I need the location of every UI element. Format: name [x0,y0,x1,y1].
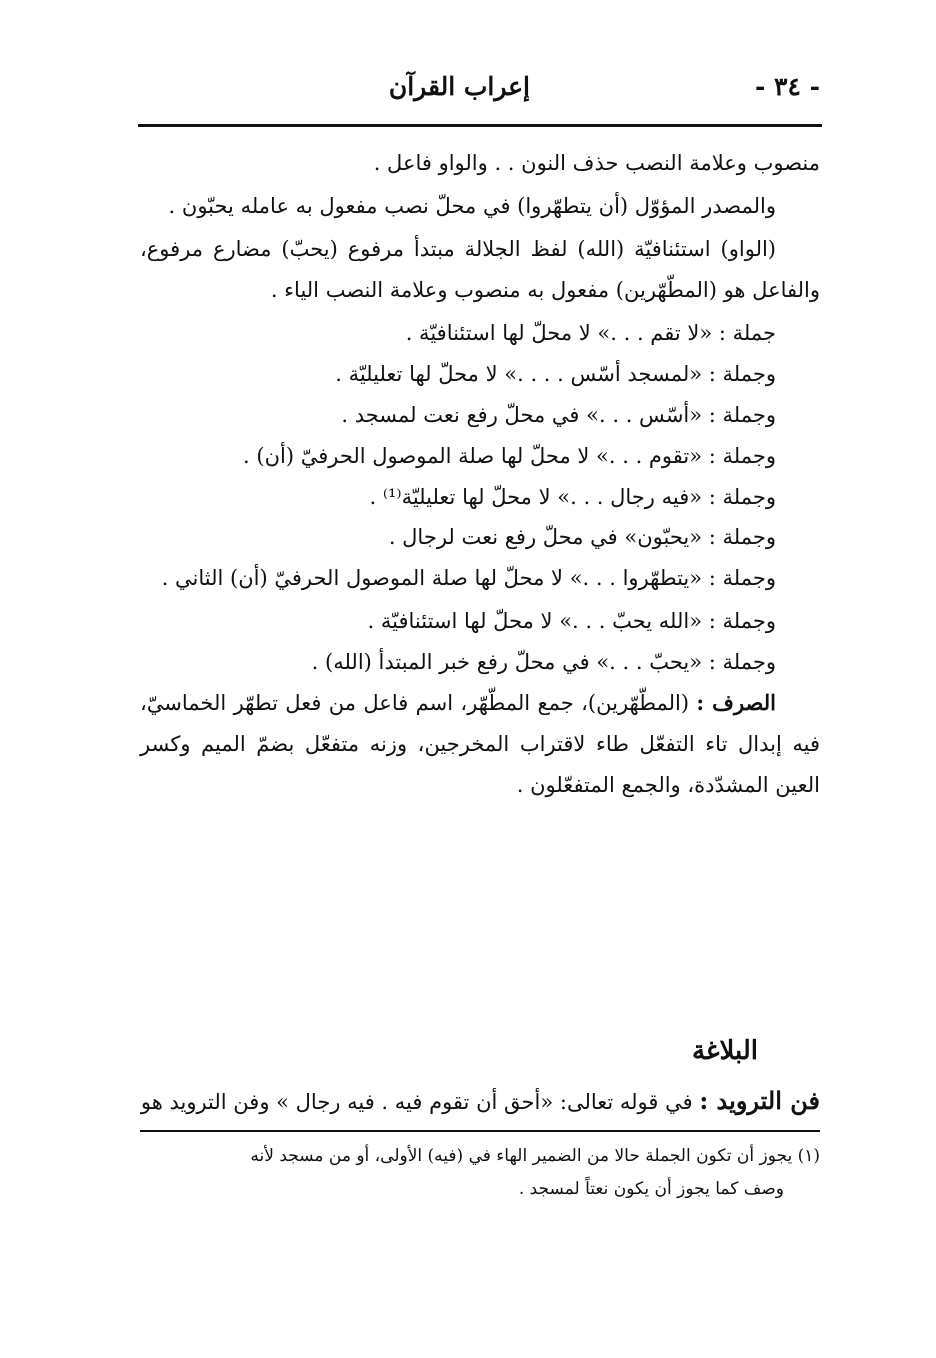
footnote-line: وصف كما يجوز أن يكون نعتاً لمسجد . [518,1179,784,1200]
sentence-analysis-line: وجملة : «أسّس . . .» في محلّ رفع نعت لمسجد . [341,402,776,427]
sentence-analysis-line: وجملة : «تقوم . . .» لا محلّ لها صلة الموصول الحرفيّ (أن) . [243,443,776,468]
main-text [140,143,820,808]
sentence-analysis-line: وجملة : «يحبّ . . .» في محلّ رفع خبر المبتدأ (الله) . [311,650,776,675]
rhetoric-paragraph [140,1078,820,1124]
sentence-analysis-line: وجملة : «فيه رجال . . .» لا محلّ لها تعليليّة⁽¹⁾ . [369,484,776,509]
sentence-analysis-line: وجملة : «لمسجد أسّس . . . .» لا محلّ لها تعليليّة . [335,361,776,386]
book-title: إعراب القرآن [388,72,530,101]
morphology-text: (المطّهّرين)، جمع المطّهّر، اسم فاعل من فعل تطهّر الخماسيّ، فيه إبدال تاء التفعّل طاء لاقتراب المخرجين، وزنه متفعّل بضمّ الميم وكسر العين المشدّدة، والجمع المتفعّلون . [140,691,820,798]
rhetoric-heading: البلاغة [691,1036,758,1066]
rhetoric-term: فن الترويد : [699,1086,820,1115]
sentence-analysis-line: وجملة : «يحبّون» في محلّ رفع نعت لرجال . [388,525,776,550]
text-paragraph: والمصدر المؤوّل (أن يتطهّروا) في محلّ نصب مفعول به عامله يحبّون . [168,193,776,218]
header-rule [138,124,822,127]
sentence-analysis-line: وجملة : «يتطهّروا . . .» لا محلّ لها صلة الموصول الحرفيّ (أن) الثاني . [161,566,776,591]
footnote-rule [140,1130,820,1132]
sentence-analysis-line: جملة : «لا تقم . . .» لا محلّ لها استئنافيّة . [405,320,776,345]
text-paragraph: (الواو) استئنافيّة (الله) لفظ الجلالة مبتدأ مرفوع (يحبّ) مضارع مرفوع، والفاعل هو (المطّهّرين) مفعول به منصوب وعلامة النصب الياء . [140,236,820,302]
morphology-paragraph [140,683,820,806]
sentence-analysis-line: وجملة : «الله يحبّ . . .» لا محلّ لها استئنافيّة . [367,609,776,634]
page-number: - ٣٤ - [754,72,820,101]
footnote-line: (١) يجوز أن تكون الجملة حالا من الضمير الهاء في (فيه) الأولى، أو من مسجد لأنه [250,1146,820,1166]
rhetoric-text: في قوله تعالى: «أحق أن تقوم فيه . فيه رجال » وفن الترويد هو [140,1090,693,1114]
text-line: منصوب وعلامة النصب حذف النون . . والواو فاعل . [373,151,820,175]
page-header [140,66,820,116]
footnote [140,1140,820,1206]
morphology-term: الصرف : [696,690,776,716]
